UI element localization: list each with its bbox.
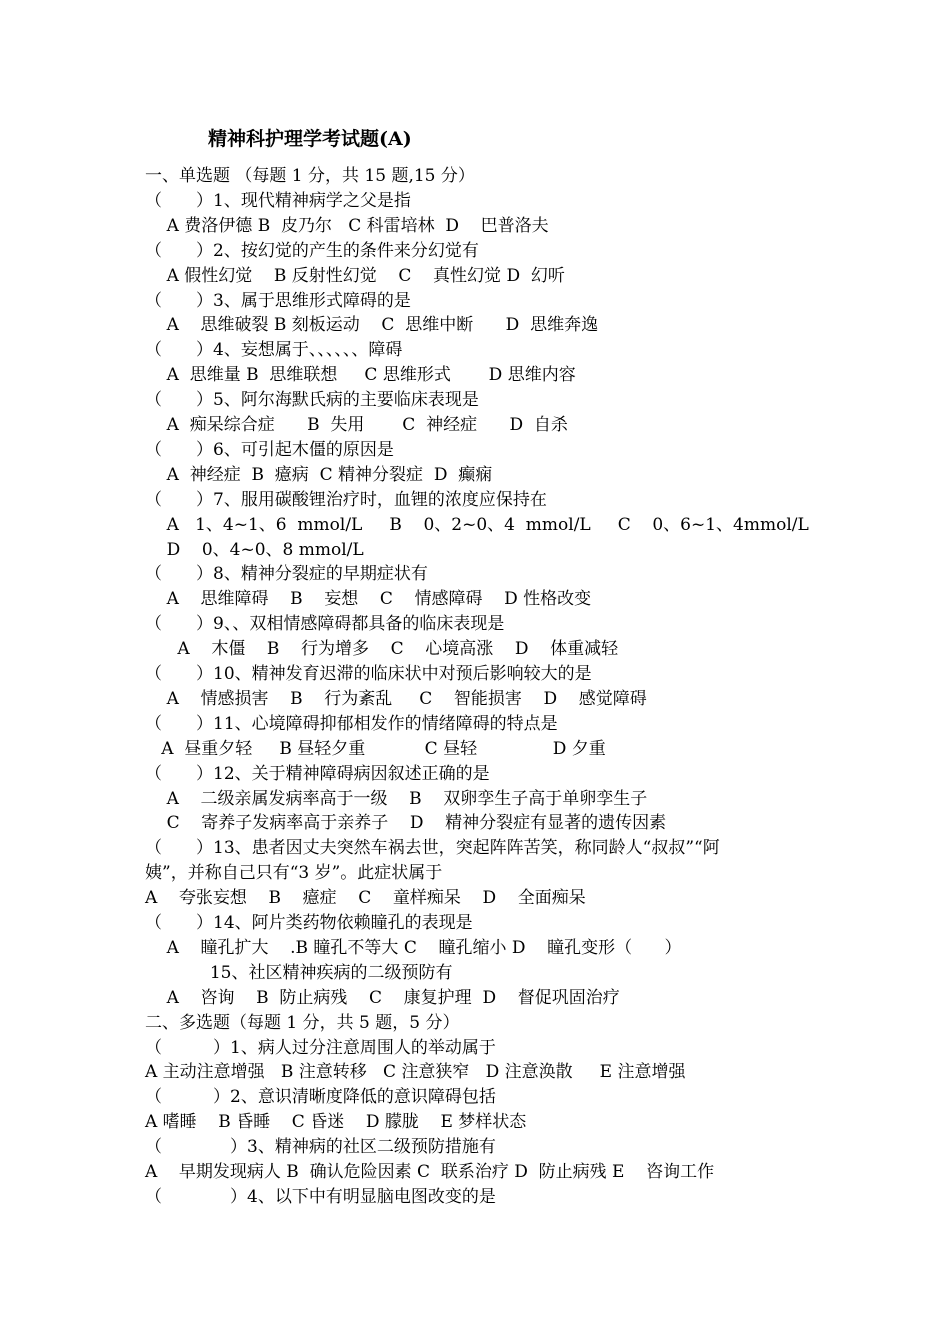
text-line: A 思维量 B 思维联想 C 思维形式 D 思维内容: [145, 365, 576, 386]
text-line: 一、单选题 （每题 1 分，共 15 题,15 分）: [145, 166, 475, 186]
text-line: （ ）9、、双相情感障碍都具备的临床表现是: [145, 614, 505, 635]
text-line: 二、多选题（每题 1 分，共 5 题，5 分）: [145, 1012, 460, 1033]
text-line: （ ）7、服用碳酸锂治疗时，血锂的浓度应保持在: [145, 489, 547, 510]
text-line: （ ）14、阿片类药物依赖瞳孔的表现是: [145, 913, 473, 933]
text-line: A 木僵 B 行为增多 C 心境高涨 D 体重减轻: [145, 639, 619, 660]
text-line: （ ）6、可引起木僵的原因是: [145, 439, 394, 460]
text-line: A 痴呆综合症 B 失用 C 神经症 D 自杀: [145, 415, 568, 435]
text-line: A 嗜睡 B 昏睡 C 昏迷 D 朦胧 E 梦样状态: [145, 1112, 527, 1133]
text-line: （ ）3、属于思维形式障碍的是: [145, 290, 411, 311]
text-line: A 早期发现病人 B 确认危险因素 C 联系治疗 D 防止病残 E 咨询工作: [145, 1162, 715, 1182]
page-title: 精神科护理学考试题(A): [208, 128, 412, 150]
text-line: （ ）2、按幻觉的产生的条件来分幻觉有: [145, 240, 479, 261]
text-line: （ ）2、意识清晰度降低的意识障碍包括: [145, 1087, 496, 1108]
text-line: A 昼重夕轻 B 昼轻夕重 C 昼轻 D 夕重: [145, 738, 606, 759]
text-line: A 思维障碍 B 妄想 C 情感障碍 D 性格改变: [145, 589, 592, 610]
text-line: 15、社区精神疾病的二级预防有: [145, 962, 453, 983]
text-line: （ ）1、现代精神病学之父是指: [145, 190, 411, 211]
text-line: C 寄养子发病率高于亲养子 D 精神分裂症有显著的遗传因素: [145, 813, 667, 834]
text-line: D 0、4~0、8 mmol/L: [145, 539, 364, 560]
text-line: （ ）4、以下中有明显脑电图改变的是: [145, 1186, 496, 1207]
text-line: （ ）3、精神病的社区二级预防措施有: [145, 1137, 496, 1158]
text-line: 姨”，并称自己只有“3 岁”。此症状属于: [145, 863, 443, 884]
text-line: A 瞳孔扩大 .B 瞳孔不等大 C 瞳孔缩小 D 瞳孔变形（ ）: [145, 937, 682, 958]
text-line: A 1、4~1、6 mmol/L B 0、2~0、4 mmol/L C 0、6~1、4mmol/L: [145, 514, 809, 535]
text-line: A 二级亲属发病率高于一级 B 双卵孪生子高于单卵孪生子: [145, 788, 648, 809]
text-line: （ ）13、患者因丈夫突然车祸去世，突起阵阵苦笑，称同龄人“叔叔”“阿: [145, 838, 720, 859]
text-line: （ ）8、精神分裂症的早期症状有: [145, 564, 428, 585]
text-line: A 费洛伊德 B 皮乃尔 C 科雷培林 D 巴普洛夫: [145, 215, 549, 236]
text-line: A 假性幻觉 B 反射性幻觉 C 真性幻觉 D 幻听: [145, 265, 565, 286]
text-line: A 咨询 B 防止病残 C 康复护理 D 督促巩固治疗: [145, 987, 620, 1008]
text-line: A 思维破裂 B 刻板运动 C 思维中断 D 思维奔逸: [145, 315, 599, 336]
text-line: （ ）11、心境障碍抑郁相发作的情绪障碍的特点是: [145, 713, 558, 734]
text-line: A 夸张妄想 B 癔症 C 童样痴呆 D 全面痴呆: [145, 888, 586, 909]
text-line: （ ）5、阿尔海默氏病的主要临床表现是: [145, 390, 479, 411]
text-line: （ ）10、精神发育迟滞的临床状中对预后影响较大的是: [145, 664, 592, 684]
text-line: （ ）4、妄想属于、、、、、、障碍: [145, 340, 403, 361]
text-line: A 情感损害 B 行为紊乱 C 智能损害 D 感觉障碍: [145, 688, 647, 709]
text-line: A 主动注意增强 B 注意转移 C 注意狭窄 D 注意涣散 E 注意增强: [145, 1062, 686, 1083]
text-line: （ ）1、病人过分注意周围人的举动属于: [145, 1037, 496, 1058]
text-line: （ ）12、关于精神障碍病因叙述正确的是: [145, 763, 490, 784]
text-line: A 神经症 B 癔病 C 精神分裂症 D 癫痫: [145, 464, 493, 485]
